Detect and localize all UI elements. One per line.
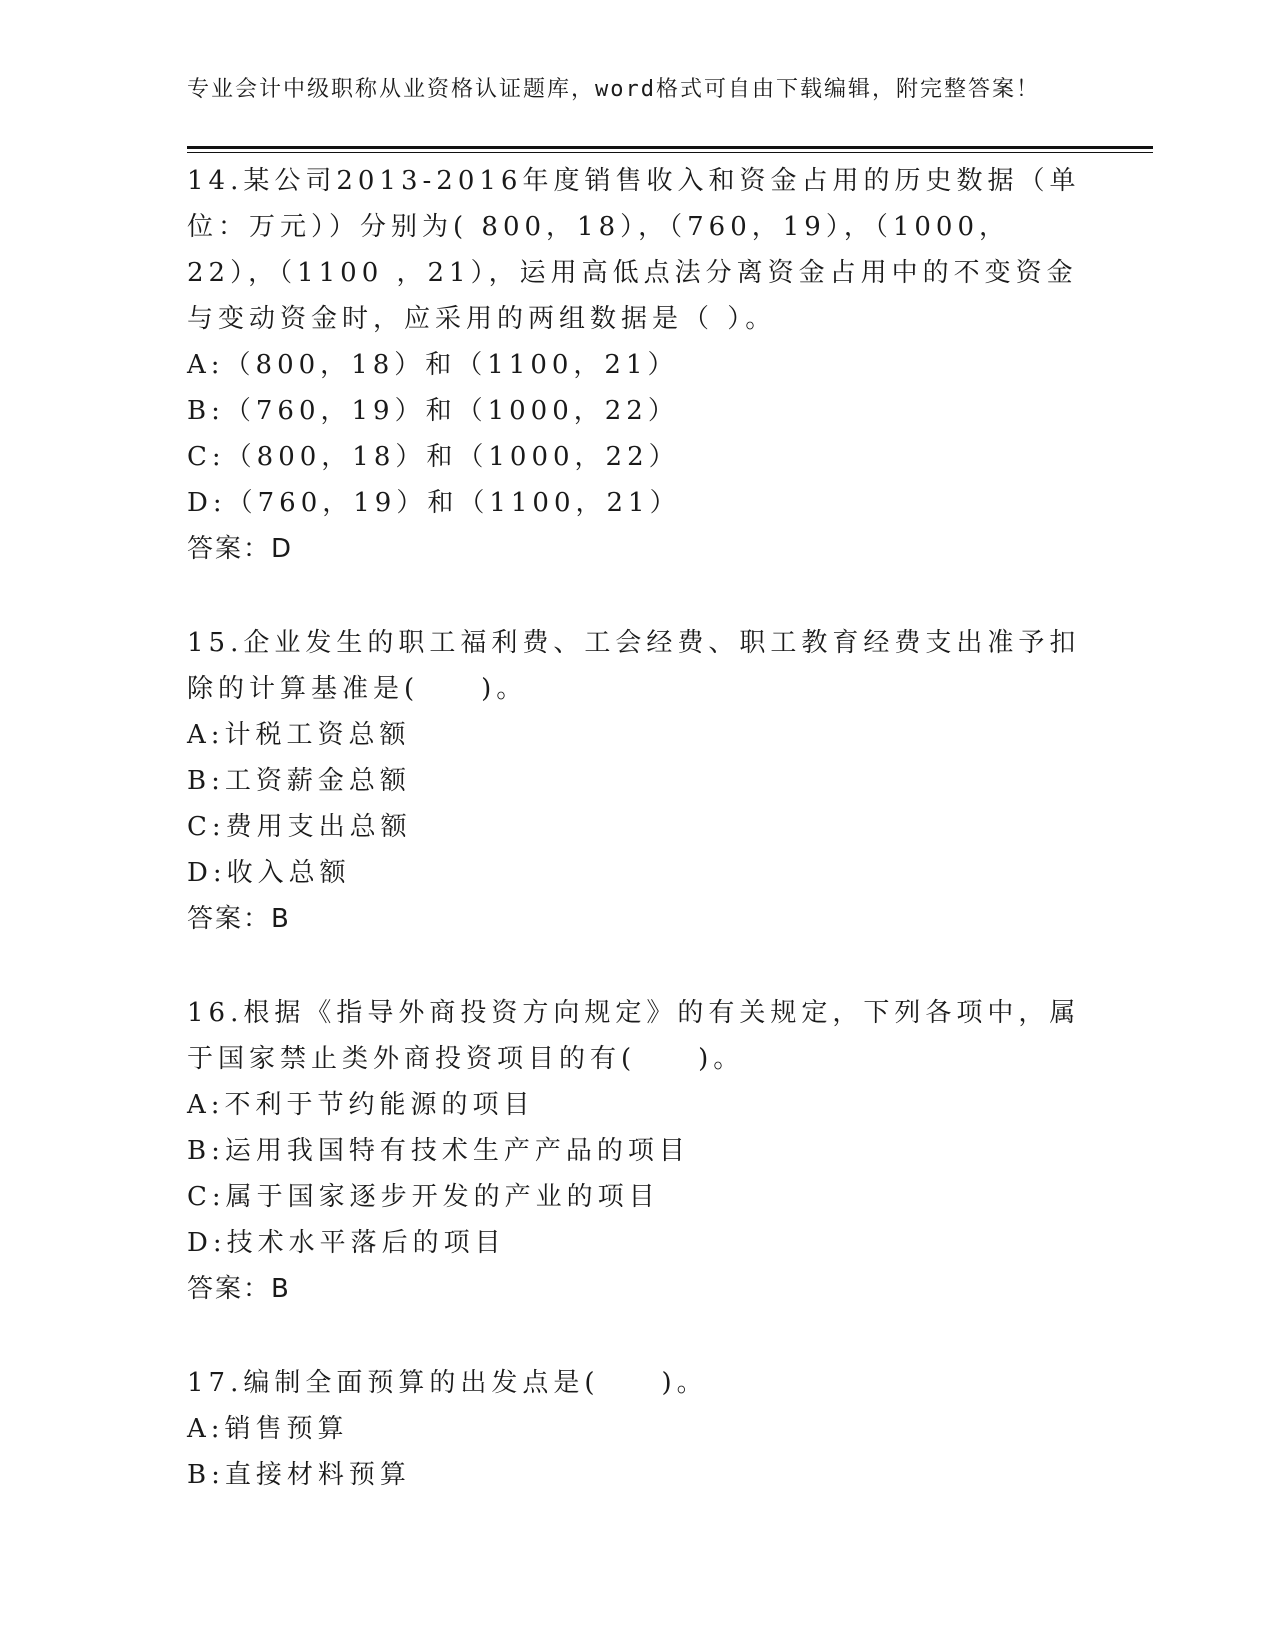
option-a: A:计税工资总额 bbox=[187, 720, 411, 750]
option-a: A:（800，18）和（1100，21） bbox=[187, 350, 679, 380]
header-divider-thick bbox=[187, 146, 1153, 149]
question-text: 17.编制全面预算的出发点是( )。 bbox=[187, 1368, 708, 1398]
question-text: 14.某公司2013-2016年度销售收入和资金占用的历史数据（单位：万元））分别为( 800，18），（760，19），（1000，22），（1100 ，21），运用高低点法分离资金占用中的不变资金与变动资金时，应采用的两组数据是（ ）。 bbox=[187, 166, 1081, 334]
option-c: C:（800，18）和（1000，22） bbox=[187, 442, 680, 472]
option-b: B:（760，19）和（1000，22） bbox=[187, 396, 679, 426]
option-b: B:运用我国特有技术生产产品的项目 bbox=[187, 1136, 690, 1166]
option-c: C:属于国家逐步开发的产业的项目 bbox=[187, 1182, 660, 1212]
option-c: C:费用支出总额 bbox=[187, 812, 412, 842]
option-a: A:不利于节约能源的项目 bbox=[187, 1090, 535, 1120]
header-divider-thin bbox=[187, 152, 1153, 153]
question-text: 15.企业发生的职工福利费、工会经费、职工教育经费支出准予扣除的计算基准是( )。 bbox=[187, 628, 1081, 704]
answer: 答案：B bbox=[187, 904, 291, 934]
question-14 bbox=[187, 158, 1087, 572]
answer: 答案：D bbox=[187, 534, 294, 564]
page-header: 专业会计中级职称从业资格认证题库，word格式可自由下载编辑，附完整答案！ bbox=[187, 77, 1040, 102]
option-b: B:直接材料预算 bbox=[187, 1460, 411, 1490]
option-d: D:（760，19）和（1100，21） bbox=[187, 488, 681, 518]
option-d: D:收入总额 bbox=[187, 858, 351, 888]
option-b: B:工资薪金总额 bbox=[187, 766, 411, 796]
question-text: 16.根据《指导外商投资方向规定》的有关规定，下列各项中，属于国家禁止类外商投资项目的有( )。 bbox=[187, 998, 1081, 1074]
answer: 答案：B bbox=[187, 1274, 291, 1304]
option-a: A:销售预算 bbox=[187, 1414, 349, 1444]
question-17 bbox=[187, 1360, 1087, 1498]
question-15 bbox=[187, 620, 1087, 942]
option-d: D:技术水平落后的项目 bbox=[187, 1228, 506, 1258]
question-list bbox=[187, 158, 1087, 1546]
question-16 bbox=[187, 990, 1087, 1312]
